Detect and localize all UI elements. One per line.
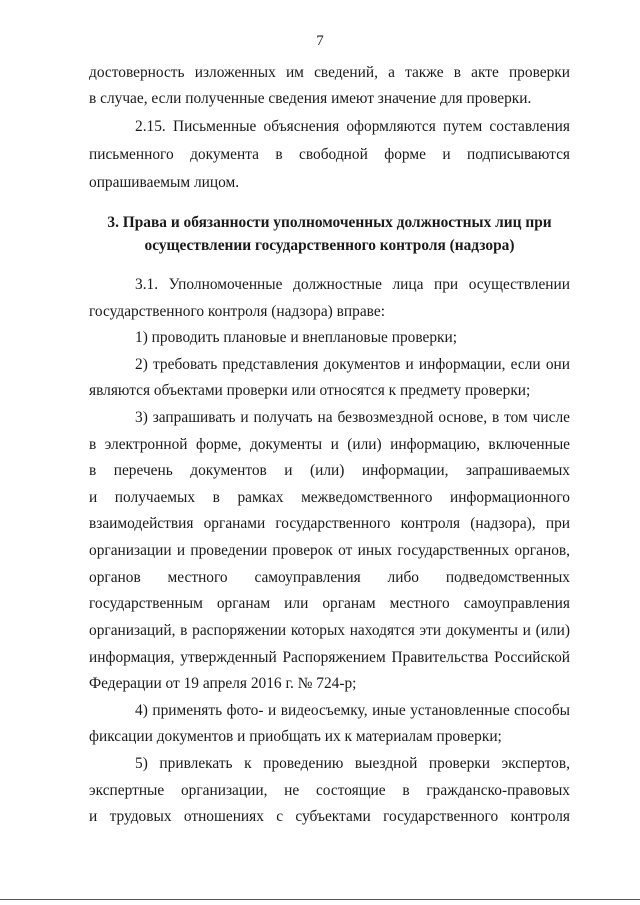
text-line: Федерации от 19 апреля 2016 г. № 724-р; bbox=[89, 675, 357, 693]
text-line: являются объектами проверки или относятся к предмету проверки; bbox=[89, 382, 531, 400]
text-line: 3.1. Уполномоченные должностные лица при осуществлении bbox=[135, 276, 570, 293]
text-line: и получаемых в рамках межведомственного информационного bbox=[89, 488, 570, 506]
text-line: в случае, если полученные сведения имеют значение для проверки. bbox=[89, 90, 532, 107]
section-heading-line: осуществлении государственного контроля (надзора) bbox=[144, 237, 515, 254]
text-line: 4) применять фото- и видеосъемку, иные установленные способы bbox=[135, 701, 570, 719]
section-body bbox=[89, 272, 570, 830]
text-line: государственным органам или органам местного самоуправления bbox=[89, 595, 570, 613]
text-line: органов местного самоуправления либо подведомственных bbox=[89, 568, 570, 586]
bottom-rule bbox=[0, 899, 640, 900]
intro-text bbox=[89, 60, 570, 196]
text-line: организации и проведении проверок от иных государственных органов, bbox=[89, 542, 570, 560]
text-line: организаций, в распоряжении которых находятся эти документы и (или) bbox=[89, 621, 570, 639]
text-line: 2) требовать представления документов и информации, если они bbox=[135, 355, 570, 373]
text-line: 2.15. Письменные объяснения оформляются путем составления bbox=[135, 118, 570, 135]
text-line: фиксации документов и приобщать их к материалам проверки; bbox=[89, 728, 502, 746]
text-line: опрашиваемым лицом. bbox=[89, 174, 240, 191]
text-line: информация, утвержденный Распоряжением Правительства Российской bbox=[89, 648, 570, 666]
text-line: письменного документа в свободной форме и подписываются bbox=[89, 146, 570, 163]
text-line: в перечень документов и (или) информации, запрашиваемых bbox=[89, 462, 570, 480]
text-line: государственного контроля (надзора) вправе: bbox=[89, 302, 385, 320]
text-line: взаимодействия органами государственного контроля (надзора), при bbox=[89, 515, 570, 533]
section-heading bbox=[89, 211, 570, 257]
text-line: в электронной форме, документы и (или) информацию, включенные bbox=[89, 435, 570, 453]
text-line: и трудовых отношениях с субъектами государственного контроля bbox=[89, 808, 570, 826]
text-line: достоверность изложенных им сведений, а также в акте проверки bbox=[89, 64, 570, 81]
text-line: 1) проводить плановые и внеплановые проверки; bbox=[135, 329, 458, 347]
section-heading-line: 3. Права и обязанности уполномоченных должностных лиц при bbox=[107, 214, 552, 231]
text-line: экспертные организации, не состоящие в гражданско-правовых bbox=[89, 781, 570, 799]
page-number: 7 bbox=[316, 33, 324, 49]
text-line: 5) привлекать к проведению выездной проверки экспертов, bbox=[135, 754, 570, 772]
text-line: 3) запрашивать и получать на безвозмездной основе, в том числе bbox=[135, 409, 570, 427]
